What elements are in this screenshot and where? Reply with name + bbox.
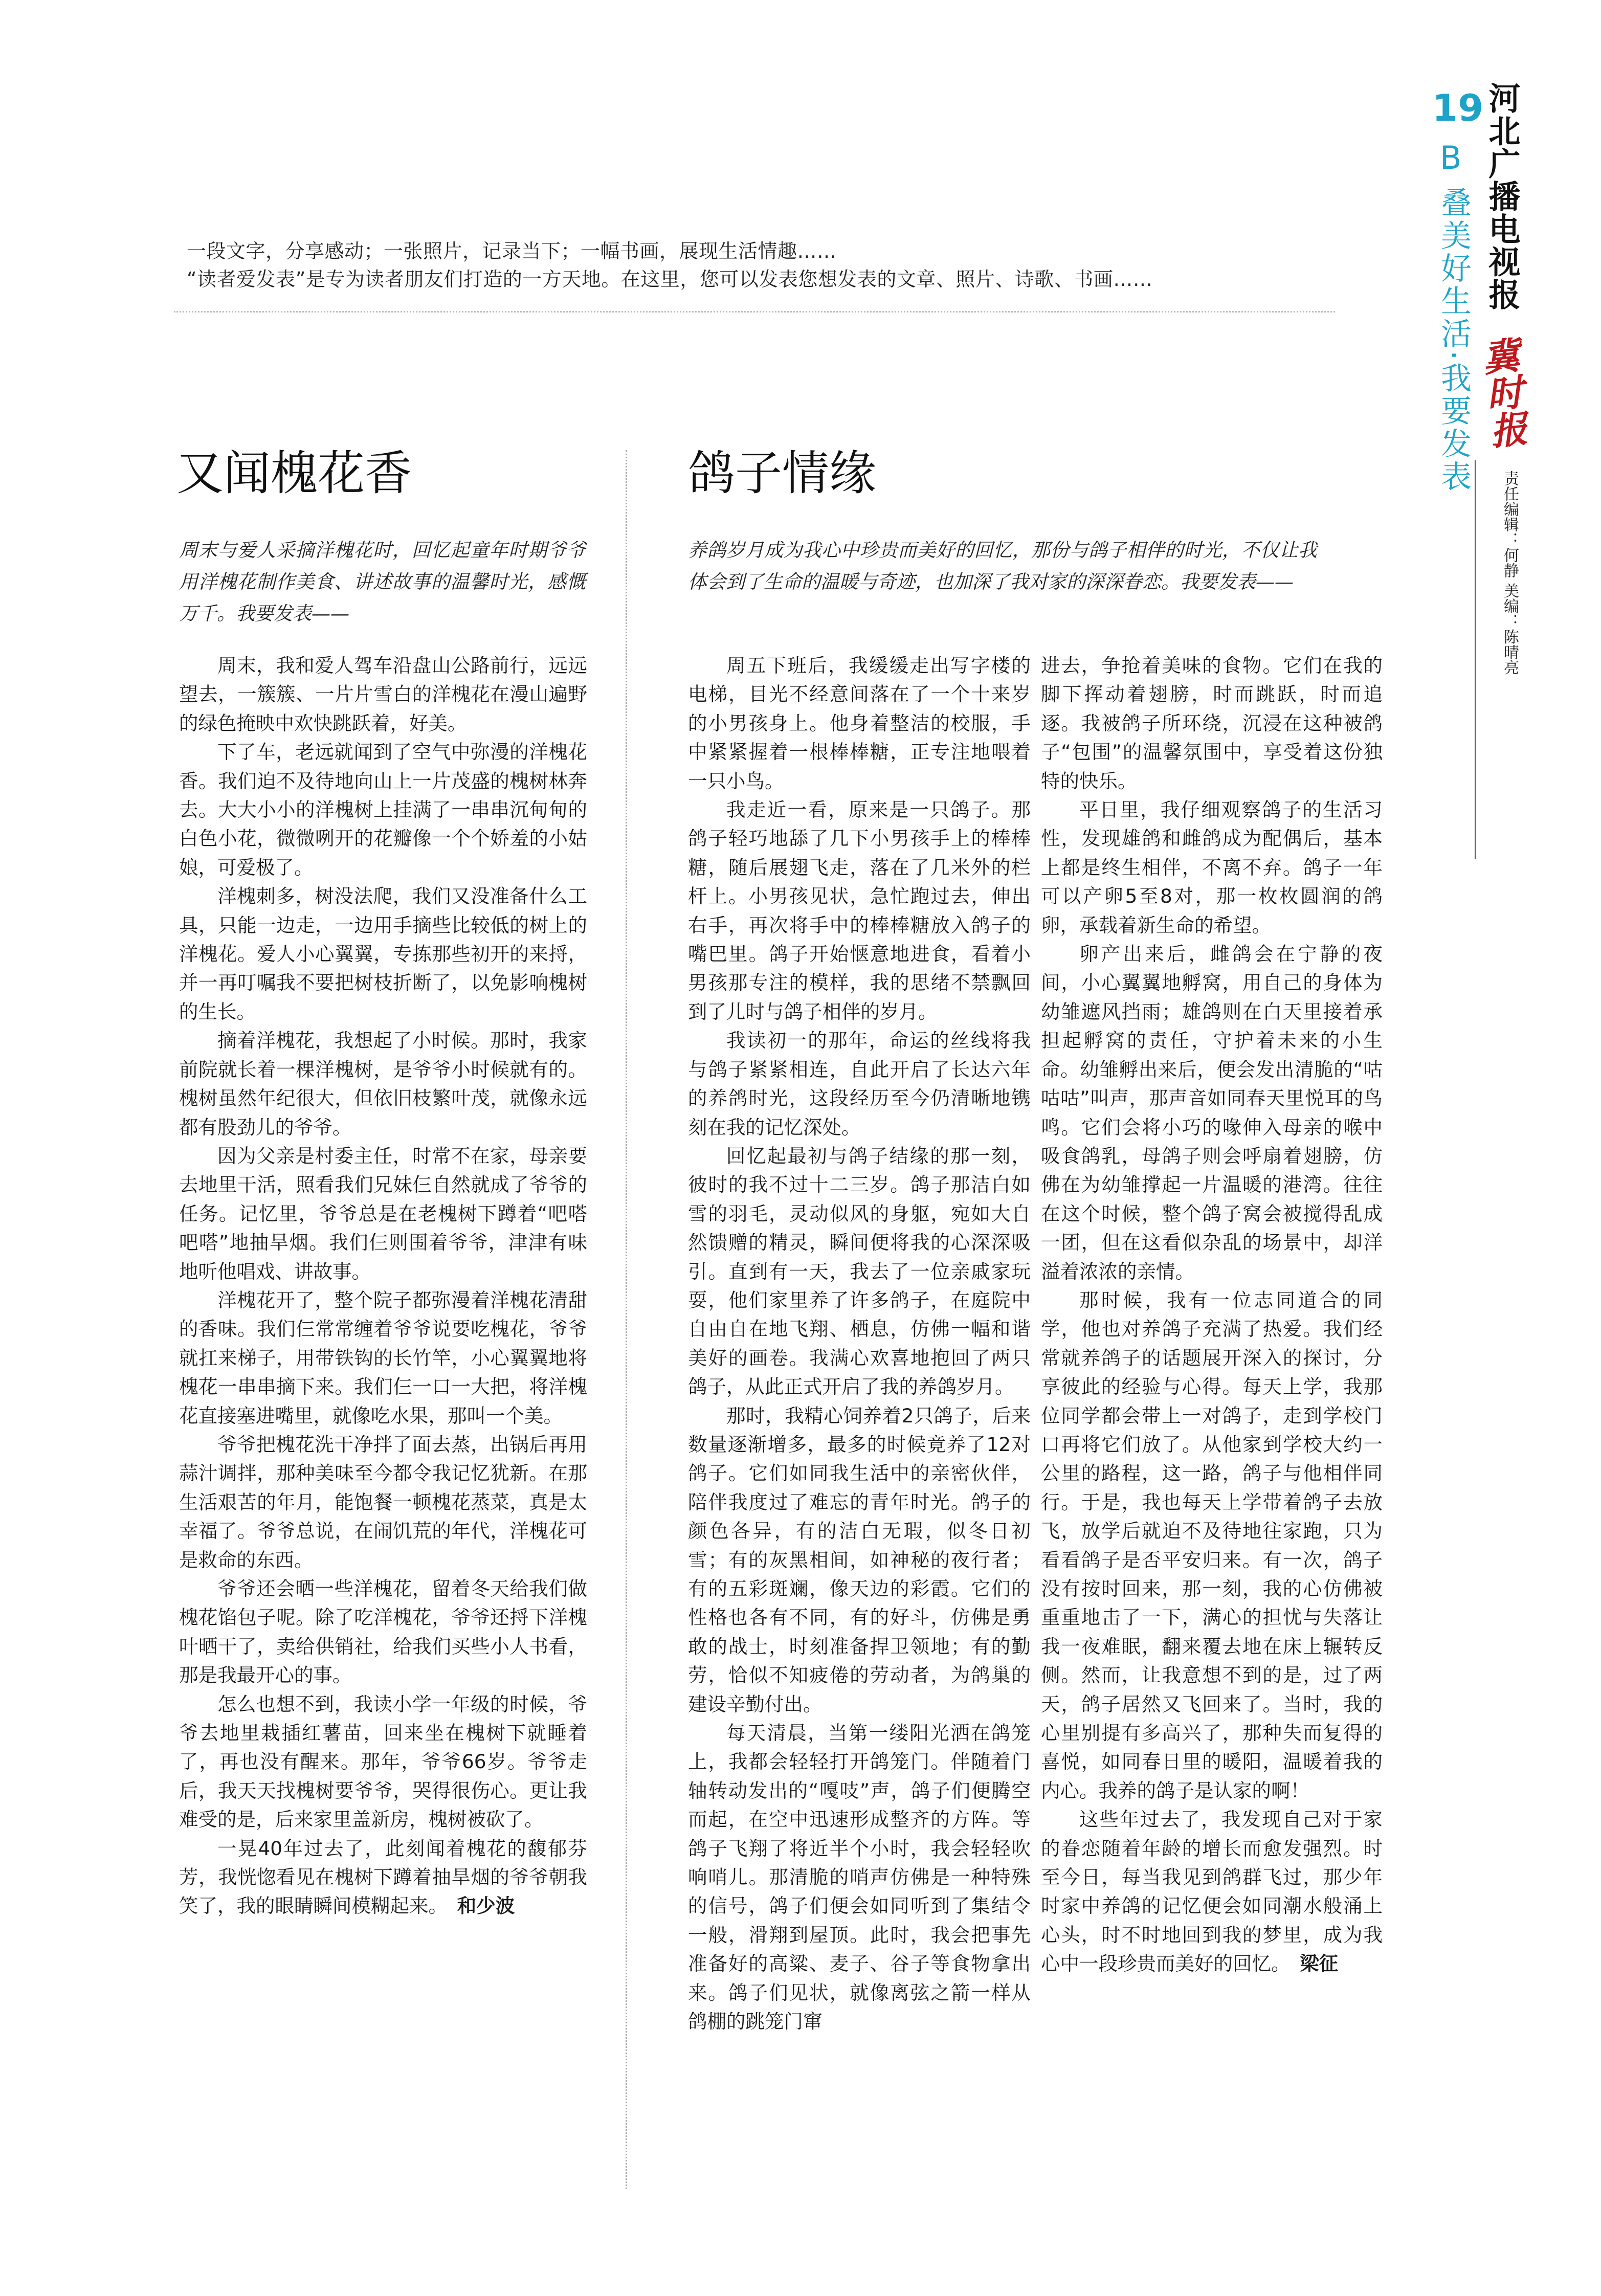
section-title: 叠美好生活·我要发表	[1436, 187, 1472, 494]
article1-paragraph-text: 一晃40年过去了，此刻闻着槐花的馥郁芬芳，我恍惚看见在槐树下蹲着抽旱烟的爷爷朝我笑了，我的眼睛瞬间模糊起来。	[179, 1837, 587, 1918]
article2-paragraph: 那时候，我有一位志同道合的同学，他也对养鸽子充满了热爱。我们经常就养鸽子的话题展开深入的探讨，分享彼此的经验与心得。每天上学，我那位同学都会带上一对鸽子，走到学校门口再将它们放了。从他家到学校大约一公里的路程，这一路，鸽子与他相伴同行。于是，我也每天上学带着鸽子去放飞，放学后就迫不及待地往家跑，只为看看鸽子是否平安归来。有一次，鸽子没有按时回来，那一刻，我的心仿佛被重重地击了一下，满心的担忧与失落让我一夜难眠，翻来覆去地在床上辗转反侧。然而，让我意想不到的是，过了两天，鸽子居然又飞回来了。当时，我的心里别提有多高兴了，那种失而复得的喜悦，如同春日里的暖阳，温暖着我的内心。我养的鸽子是认家的啊！	[1041, 1288, 1383, 1802]
column-divider	[626, 450, 627, 2189]
article1-paragraph: 洋槐刺多，树没法爬，我们又没准备什么工具，只能一边走，一边用手摘些比较低的树上的洋槐花。爱人小心翼翼，专拣那些初开的来捋，并一再叮嘱我不要把树枝折断了，以免影响槐树的生长。	[179, 885, 587, 1023]
masthead-divider	[1475, 460, 1476, 859]
article2-paragraph: 那时，我精心饲养着2只鸽子，后来数量逐渐增多，最多的时候竟养了12对鸽子。它们如同我生活中的亲密伙伴，陪伴我度过了难忘的青年时光。鸽子的颜色各异，有的洁白无瑕，似冬日初雪；有的灰黑相间，如神秘的夜行者；有的五彩斑斓，像天边的彩霞。它们的性格也各有不同，有的好斗，仿佛是勇敢的战士，时刻准备捍卫领地；有的勤劳，恰似不知疲倦的劳动者，为鸽巢的建设辛勤付出。	[688, 1404, 1031, 1715]
article1-lead: 周末与爱人采摘洋槐花时，回忆起童年时期爷爷用洋槐花制作美食、讲述故事的温馨时光，感慨万千。我要发表——	[179, 539, 586, 625]
article1-paragraph-last	[179, 1834, 587, 1921]
intro-line-1: 一段文字，分享感动；一张照片，记录当下；一幅书画，展现生活情趣……	[187, 240, 837, 262]
article2-title: 鸽子情缘	[688, 446, 877, 501]
article2-paragraph: 我走近一看，原来是一只鸽子。那鸽子轻巧地舔了几下小男孩手上的棒棒糖，随后展翅飞走，落在了几米外的栏杆上。小男孩见状，急忙跑过去，伸出右手，再次将手中的棒棒糖放入鸽子的嘴巴里。鸽子开始惬意地进食，看着小男孩那专注的模样，我的思绪不禁飘回到了儿时与鸽子相伴的岁月。	[688, 798, 1031, 1023]
article2-paragraph: 平日里，我仔细观察鸽子的生活习性，发现雄鸽和雌鸽成为配偶后，基本上都是终生相伴，不离不弃。鸽子一年可以产卵5至8对，那一枚枚圆润的鸽卵，承载着新生命的希望。	[1041, 798, 1383, 937]
paper-brand-logo: 冀时报	[1474, 336, 1530, 450]
paper-name: 河北广播电视报	[1483, 82, 1521, 311]
article1-byline: 和少波	[457, 1894, 515, 1918]
article2-lead: 养鸽岁月成为我心中珍贵而美好的回忆，那份与鸽子相伴的时光，不仅让我体会到了生命的温暖与奇迹，也加深了我对家的深深眷恋。我要发表——	[688, 539, 1317, 593]
article2-paragraph: 回忆起最初与鸽子结缘的那一刻，彼时的我不过十二三岁。鸽子那洁白如雪的羽毛，灵动似风的身躯，宛如大自然馈赠的精灵，瞬间便将我的心深深吸引。直到有一天，我去了一位亲戚家玩耍，他们家里养了许多鸽子，在庭院中自由自在地飞翔、栖息，仿佛一幅和谐美好的画卷。我满心欢喜地抱回了两只鸽子，从此正式开启了我的养鸽岁月。	[688, 1144, 1031, 1398]
page-number: 19	[1432, 86, 1484, 129]
editor-credits: 责任编辑：何静 美编：陈晴亮	[1501, 471, 1519, 675]
article1-paragraph: 摘着洋槐花，我想起了小时候。那时，我家前院就长着一棵洋槐树，是爷爷小时候就有的。槐树虽然年纪很大，但依旧枝繁叶茂，就像永远都有股劲儿的爷爷。	[179, 1029, 587, 1139]
article2-paragraph: 卵产出来后，雌鸽会在宁静的夜间，小心翼翼地孵窝，用自己的身体为幼雏遮风挡雨；雄鸽则在白天里接着承担起孵窝的责任，守护着未来的小生命。幼雏孵出来后，便会发出清脆的“咕咕咕”叫声，那声音如同春天里悦耳的鸟鸣。它们会将小巧的喙伸入母亲的喉中吸食鸽乳，母鸽子则会呼扇着翅膀，仿佛在为幼雏撑起一片温暖的港湾。往往在这个时候，整个鸽子窝会被搅得乱成一团，但在这看似杂乱的场景中，却洋溢着浓浓的亲情。	[1041, 943, 1383, 1283]
article1-title: 又闻槐花香	[176, 446, 412, 501]
article1-body	[179, 651, 587, 1921]
article2-paragraph: 每天清晨，当第一缕阳光洒在鸽笼上，我都会轻轻打开鸽笼门。伴随着门轴转动发出的“嘎吱”声，鸽子们便腾空而起，在空中迅速形成整齐的方阵。等鸽子飞翔了将近半个小时，我会轻轻吹响哨儿。那清脆的哨声仿佛是一种特殊的信号，鸽子们便会如同听到了集结令一般，滑翔到屋顶。此时，我会把事先准备好的高粱、麦子、谷子等食物拿出来。鸽子们见状，就像离弦之箭一样从鸽棚的跳笼门窜	[688, 1722, 1031, 2033]
article2-paragraph-continued: 进去，争抢着美味的食物。它们在我的脚下挥动着翅膀，时而跳跃，时而追逐。我被鸽子所环绕，沉浸在这种被鸽子“包围”的温馨氛围中，享受着这份独特的快乐。	[1041, 654, 1383, 792]
section-letter: B	[1440, 139, 1462, 176]
article1-paragraph: 洋槐花开了，整个院子都弥漫着洋槐花清甜的香味。我们仨常常缠着爷爷说要吃槐花，爷爷就扛来梯子，用带铁钩的长竹竿，小心翼翼地将槐花一串串摘下来。我们仨一口一大把，将洋槐花直接塞进嘴里，就像吃水果，那叫一个美。	[179, 1288, 587, 1427]
article2-paragraph: 周五下班后，我缓缓走出写字楼的电梯，目光不经意间落在了一个十来岁的小男孩身上。他身着整洁的校服，手中紧紧握着一根棒棒糖，正专注地喂着一只小鸟。	[688, 654, 1031, 792]
article1-paragraph: 下了车，老远就闻到了空气中弥漫的洋槐花香。我们迫不及待地向山上一片茂盛的槐树林奔去。大大小小的洋槐树上挂满了一串串沉甸甸的白色小花，微微咧开的花瓣像一个个娇羞的小姑娘，可爱极了。	[179, 741, 587, 879]
article2-body-col-b	[1041, 651, 1383, 1978]
article1-paragraph: 周末，我和爱人驾车沿盘山公路前行，远远望去，一簇簇、一片片雪白的洋槐花在漫山遍野的绿色掩映中欢快跳跃着，好美。	[179, 654, 587, 734]
intro-line-2: “读者爱发表”是专为读者朋友们打造的一方天地。在这里，您可以发表您想发表的文章、照片、诗歌、书画……	[187, 268, 1153, 291]
article2-paragraph-last	[1041, 1805, 1383, 1978]
article2-paragraph-text: 这些年过去了，我发现自己对于家的眷恋随着年龄的增长而愈发强烈。时至今日，每当我见到鸽群飞过，那少年时家中养鸽的记忆便会如同潮水般涌上心头，时不时地回到我的梦里，成为我心中一段珍贵而美好的回忆。	[1041, 1808, 1383, 1975]
article2-byline: 梁征	[1300, 1952, 1339, 1975]
article2-body-col-a	[688, 651, 1031, 2036]
article1-paragraph: 爷爷把槐花洗干净拌了面去蒸，出锅后再用蒜汁调拌，那种美味至今都令我记忆犹新。在那生活艰苦的年月，能饱餐一顿槐花蒸菜，真是太幸福了。爷爷总说，在闹饥荒的年代，洋槐花可是救命的东西。	[179, 1433, 587, 1571]
intro-divider	[174, 311, 1335, 313]
article2-paragraph: 我读初一的那年，命运的丝线将我与鸽子紧紧相连，自此开启了长达六年的养鸽时光，这段经历至今仍清晰地镌刻在我的记忆深处。	[688, 1029, 1031, 1139]
article1-paragraph: 因为父亲是村委主任，时常不在家，母亲要去地里干活，照看我们兄妹仨自然就成了爷爷的任务。记忆里，爷爷总是在老槐树下蹲着“吧嗒吧嗒”地抽旱烟。我们仨则围着爷爷，津津有味地听他唱戏、讲故事。	[179, 1144, 587, 1283]
article1-paragraph: 爷爷还会晒一些洋槐花，留着冬天给我们做槐花馅包子呢。除了吃洋槐花，爷爷还捋下洋槐叶晒干了，卖给供销社，给我们买些小人书看，那是我最开心的事。	[179, 1577, 587, 1687]
article1-paragraph: 怎么也想不到，我读小学一年级的时候，爷爷去地里栽插红薯苗，回来坐在槐树下就睡着了，再也没有醒来。那年，爷爷66岁。爷爷走后，我天天找槐树要爷爷，哭得很伤心。更让我难受的是，后来家里盖新房，槐树被砍了。	[179, 1692, 587, 1831]
